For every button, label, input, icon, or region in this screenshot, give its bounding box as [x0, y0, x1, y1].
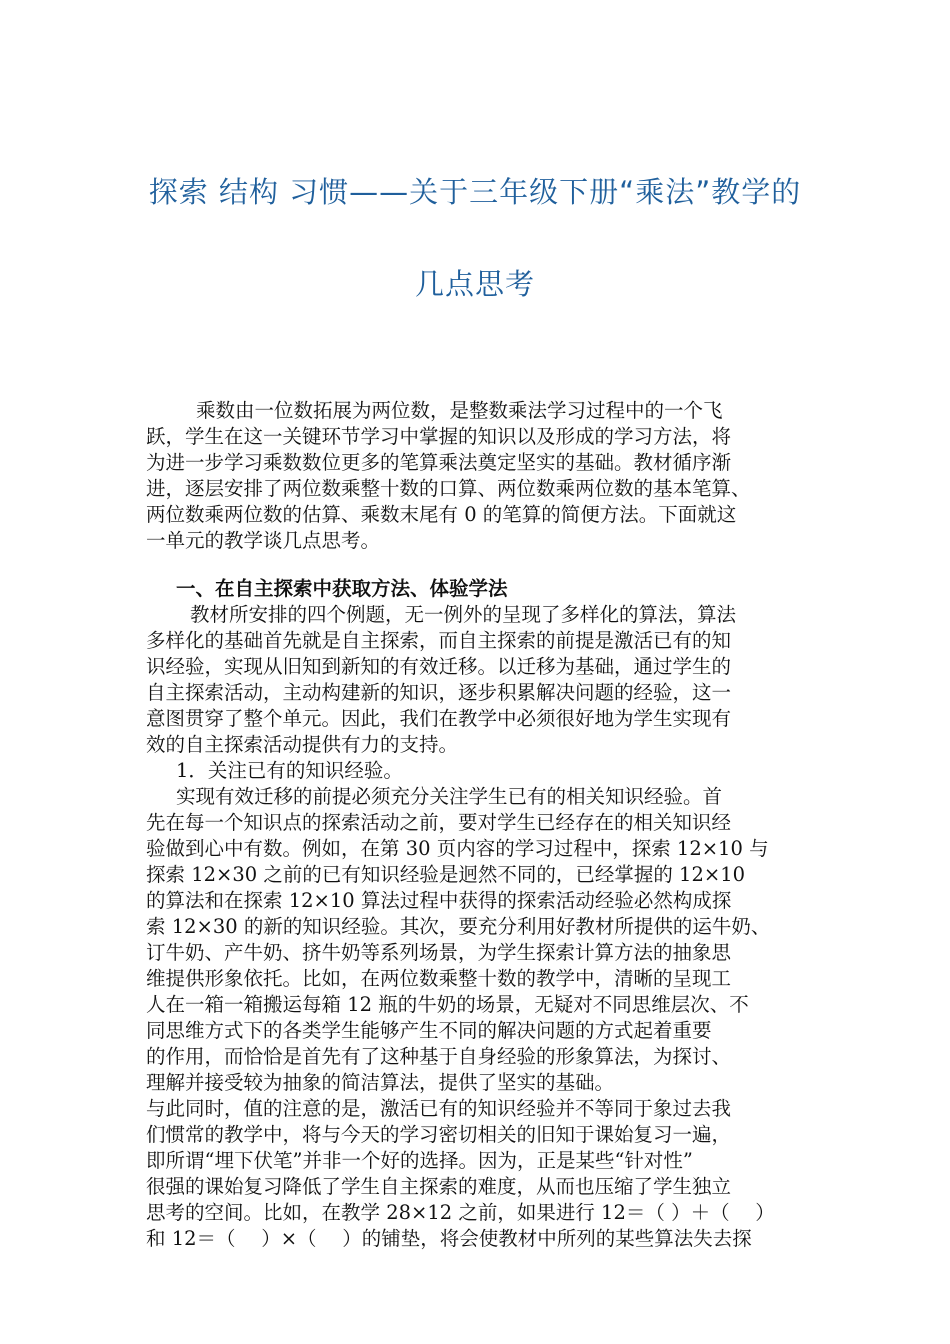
subsection1-line: 探索 12×30 之前的已有知识经验是迥然不同的，已经掌握的 12×10	[146, 863, 746, 886]
subsection1-line: 同思维方式下的各类学生能够产生不同的解决问题的方式起着重要	[146, 1019, 712, 1042]
subsection1-line: 维提供形象依托。比如，在两位数乘整十数的教学中，清晰的呈现工	[146, 967, 732, 990]
paragraph3-line: 很强的课始复习降低了学生自主探索的难度，从而也压缩了学生独立	[146, 1175, 732, 1198]
subsection-heading: 1．关注已有的知识经验。	[176, 759, 403, 782]
title-line-1: 探索 结构 习惯——关于三年级下册“乘法”教学的	[148, 175, 802, 209]
subsection1-line: 验做到心中有数。例如，在第 30 页内容的学习过程中，探索 12×10 与	[146, 837, 769, 860]
intro-line: 跃，学生在这一关键环节学习中掌握的知识以及形成的学习方法，将	[146, 425, 732, 448]
paragraph3-line: 思考的空间。比如，在教学 28×12 之前，如果进行 12＝（ ）＋（ ）	[146, 1201, 775, 1224]
paragraph3-line: 与此同时，值的注意的是，激活已有的知识经验并不等同于象过去我	[146, 1097, 732, 1120]
intro-line: 为进一步学习乘数数位更多的笔算乘法奠定坚实的基础。教材循序渐	[146, 451, 732, 474]
section1-line: 意图贯穿了整个单元。因此，我们在教学中必须很好地为学生实现有	[146, 707, 732, 730]
paragraph3-line: 们惯常的教学中，将与今天的学习密切相关的旧知于课始复习一遍，	[146, 1123, 732, 1146]
section1-line: 自主探索活动，主动构建新的知识，逐步积累解决问题的经验，这一	[146, 681, 732, 704]
intro-line: 乘数由一位数拓展为两位数，是整数乘法学习过程中的一个飞	[196, 399, 723, 422]
subsection1-line: 订牛奶、产牛奶、挤牛奶等系列场景，为学生探索计算方法的抽象思	[146, 941, 732, 964]
subsection1-line: 的作用，而恰恰是首先有了这种基于自身经验的形象算法，为探讨、	[146, 1045, 732, 1068]
intro-line: 两位数乘两位数的估算、乘数末尾有 0 的笔算的简便方法。下面就这	[146, 503, 737, 526]
subsection1-line: 人在一箱一箱搬运每箱 12 瓶的牛奶的场景，无疑对不同思维层次、不	[146, 993, 749, 1016]
paragraph3-line: 和 12＝（ ）×（ ）的铺垫，将会使教材中所列的某些算法失去探	[146, 1227, 752, 1250]
section-heading: 一、在自主探索中获取方法、体验学法	[176, 577, 508, 600]
subsection1-line: 索 12×30 的新的知识经验。其次，要充分利用好教材所提供的运牛奶、	[146, 915, 771, 938]
intro-line: 进，逐层安排了两位数乘整十数的口算、两位数乘两位数的基本笔算、	[146, 477, 751, 500]
intro-line: 一单元的教学谈几点思考。	[146, 529, 381, 552]
subsection1-line: 理解并接受较为抽象的简洁算法，提供了坚实的基础。	[146, 1071, 615, 1094]
subsection1-line: 的算法和在探索 12×10 算法过程中获得的探索活动经验必然构成探	[146, 889, 732, 912]
subsection1-line: 先在每一个知识点的探索活动之前，要对学生已经存在的相关知识经	[146, 811, 732, 834]
paragraph3-line: 即所谓“埋下伏笔”并非一个好的选择。因为，正是某些“针对性”	[146, 1149, 693, 1172]
section1-line: 效的自主探索活动提供有力的支持。	[146, 733, 459, 756]
title-line-2: 几点思考	[414, 267, 535, 301]
section1-line: 多样化的基础首先就是自主探索，而自主探索的前提是激活已有的知	[146, 629, 732, 652]
section1-line: 识经验，实现从旧知到新知的有效迁移。以迁移为基础，通过学生的	[146, 655, 732, 678]
subsection1-line: 实现有效迁移的前提必须充分关注学生已有的相关知识经验。首	[176, 785, 723, 808]
section1-line: 教材所安排的四个例题，无一例外的呈现了多样化的算法，算法	[190, 603, 737, 626]
